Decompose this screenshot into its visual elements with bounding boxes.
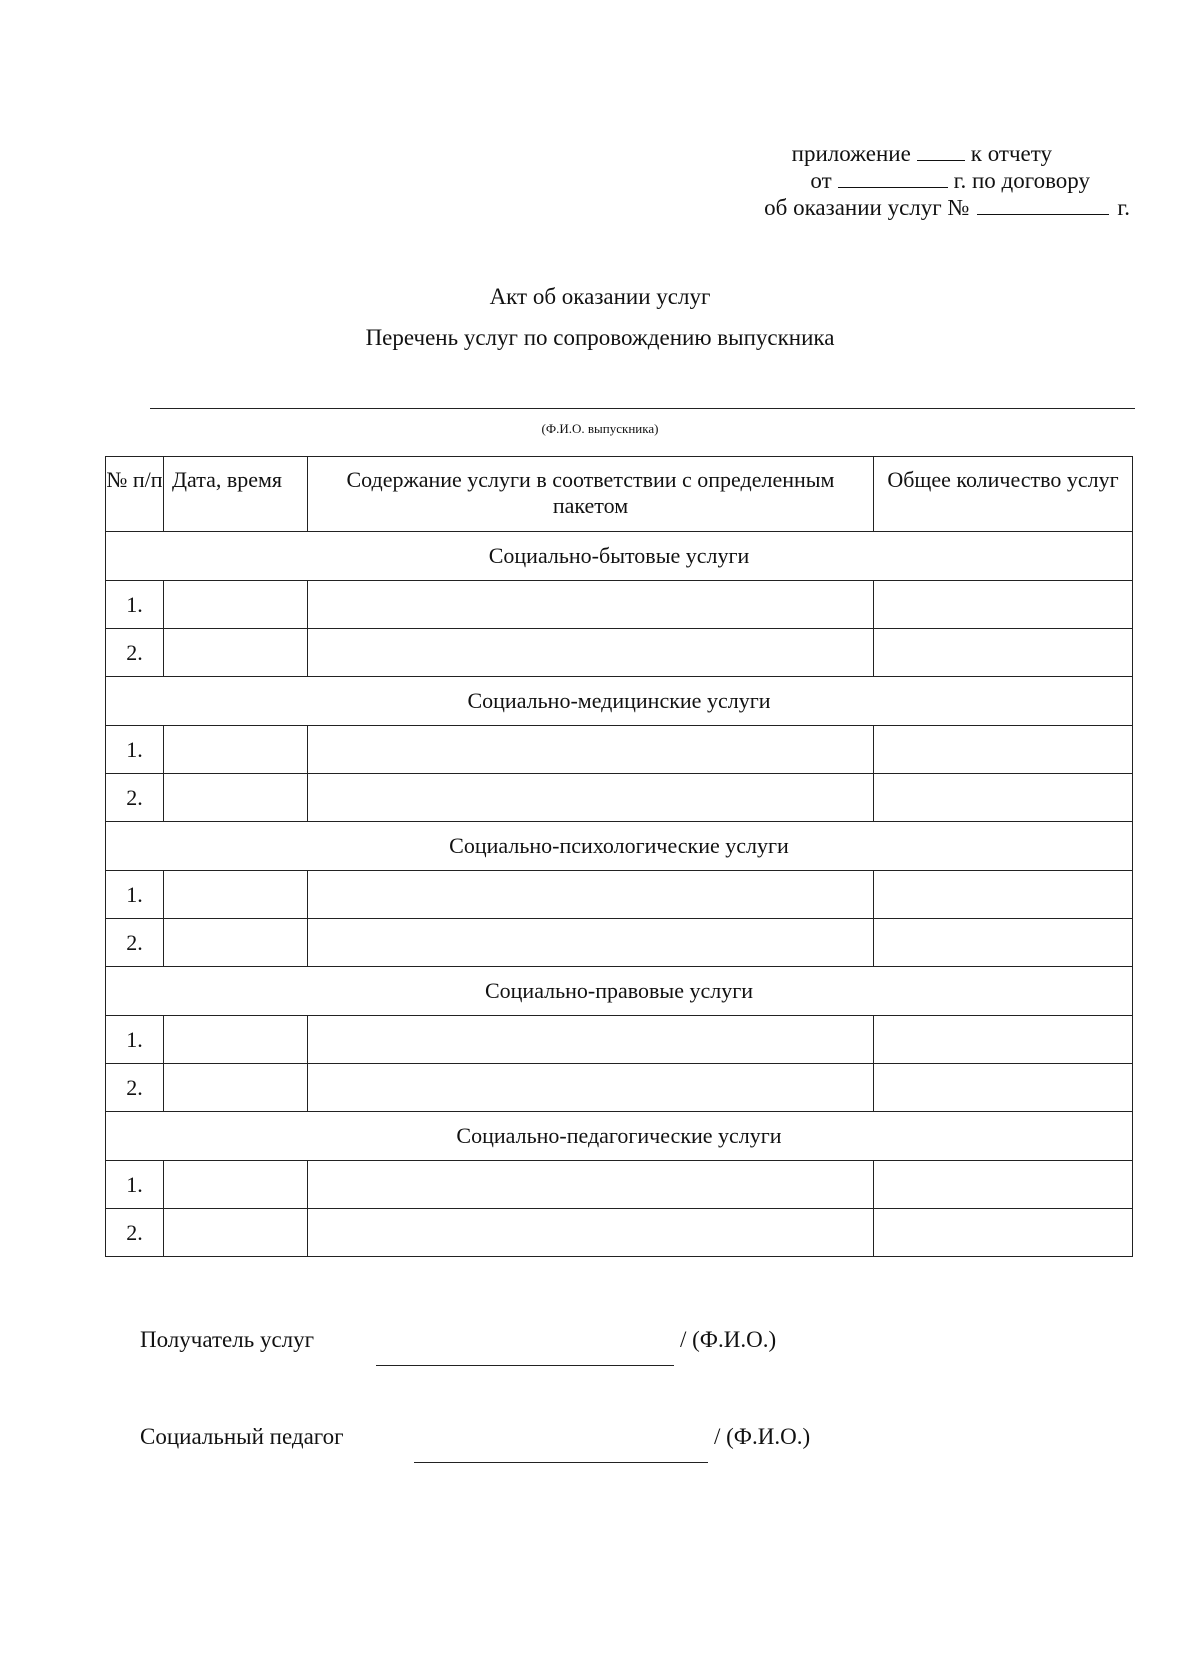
table-header-row [106,457,1133,532]
appendix-header [710,140,1130,221]
header-total: Общее количество услуг [874,457,1133,532]
contract-number-label: об оказании услуг № [764,195,970,220]
report-date-blank[interactable] [838,169,948,188]
date-cell[interactable] [164,1016,308,1064]
content-cell[interactable] [308,774,874,822]
total-cell[interactable] [874,581,1133,629]
total-cell[interactable] [874,1016,1133,1064]
header-content: Содержание услуги в соответствии с определенным пакетом [308,457,874,532]
table-row [106,1209,1133,1257]
contract-number-blank[interactable] [977,196,1109,215]
table-row [106,774,1133,822]
total-cell[interactable] [874,1209,1133,1257]
content-cell[interactable] [308,1209,874,1257]
category-name: Социально-психологические услуги [106,822,1133,871]
from-label: от [810,168,832,193]
appendix-line-1 [710,140,1130,167]
year-suffix: г. [1117,195,1130,220]
table-row [106,1064,1133,1112]
content-cell[interactable] [308,919,874,967]
row-number: 1. [106,1016,164,1064]
row-number: 1. [106,581,164,629]
appendix-line-2 [710,167,1130,194]
appendix-label: приложение [791,141,911,166]
table-row [106,1016,1133,1064]
category-row [106,532,1133,581]
category-row [106,822,1133,871]
contract-label: г. по договору [953,168,1090,193]
row-number: 2. [106,919,164,967]
recipient-signature-line[interactable] [376,1365,674,1366]
row-number: 2. [106,629,164,677]
appendix-number-blank[interactable] [917,142,965,161]
table-row [106,629,1133,677]
act-title: Акт об оказании услуг [489,284,711,309]
header-date: Дата, время [164,457,308,532]
teacher-label: Социальный педагог [140,1424,344,1449]
category-row [106,677,1133,726]
content-cell[interactable] [308,1016,874,1064]
category-name: Социально-педагогические услуги [106,1112,1133,1161]
services-table-body [106,532,1133,1257]
services-table [105,456,1133,1257]
total-cell[interactable] [874,919,1133,967]
total-cell[interactable] [874,1064,1133,1112]
total-cell[interactable] [874,1161,1133,1209]
row-number: 2. [106,1209,164,1257]
category-name: Социально-бытовые услуги [106,532,1133,581]
graduate-fio-line[interactable] [150,408,1135,409]
content-cell[interactable] [308,726,874,774]
recipient-label: Получатель услуг [140,1327,315,1352]
report-label: к отчету [970,141,1052,166]
appendix-line-3 [710,194,1130,221]
date-cell[interactable] [164,726,308,774]
total-cell[interactable] [874,871,1133,919]
content-cell[interactable] [308,1064,874,1112]
content-cell[interactable] [308,871,874,919]
row-number: 1. [106,1161,164,1209]
table-row [106,581,1133,629]
date-cell[interactable] [164,1209,308,1257]
header-num: № п/п [106,457,164,532]
teacher-signature-line[interactable] [414,1462,708,1463]
row-number: 1. [106,871,164,919]
content-cell[interactable] [308,581,874,629]
date-cell[interactable] [164,1161,308,1209]
list-title: Перечень услуг по сопровождению выпускника [365,325,835,350]
total-cell[interactable] [874,629,1133,677]
date-cell[interactable] [164,774,308,822]
row-number: 1. [106,726,164,774]
date-cell[interactable] [164,919,308,967]
total-cell[interactable] [874,774,1133,822]
row-number: 2. [106,774,164,822]
row-number: 2. [106,1064,164,1112]
recipient-fio: / (Ф.И.О.) [680,1327,777,1352]
date-cell[interactable] [164,629,308,677]
date-cell[interactable] [164,1064,308,1112]
table-row [106,726,1133,774]
category-row [106,967,1133,1016]
date-cell[interactable] [164,581,308,629]
content-cell[interactable] [308,629,874,677]
category-row [106,1112,1133,1161]
date-cell[interactable] [164,871,308,919]
table-row [106,871,1133,919]
graduate-fio-caption: (Ф.И.О. выпускника) [541,421,659,436]
category-name: Социально-медицинские услуги [106,677,1133,726]
category-name: Социально-правовые услуги [106,967,1133,1016]
teacher-fio: / (Ф.И.О.) [714,1424,811,1449]
table-row [106,1161,1133,1209]
total-cell[interactable] [874,726,1133,774]
content-cell[interactable] [308,1161,874,1209]
table-row [106,919,1133,967]
